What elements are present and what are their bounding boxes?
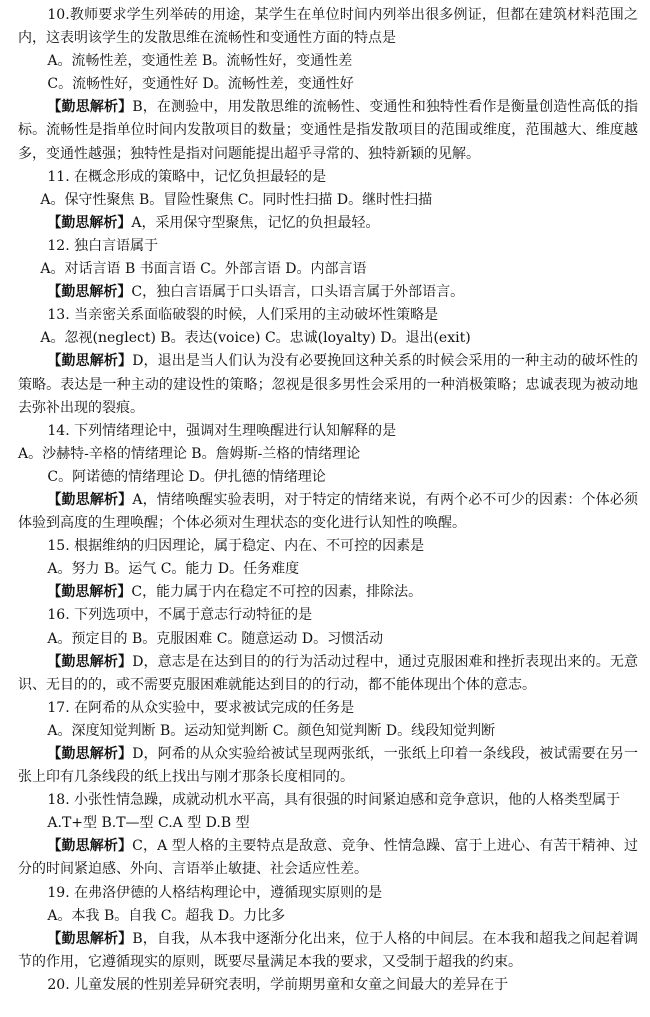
- analysis-text: A，采用保守型聚焦，记忆的负担最轻。: [131, 214, 380, 231]
- question-option-line: A。沙赫特-辛格的情绪理论 B。詹姆斯-兰格的情绪理论: [18, 445, 361, 462]
- question-stem: 12. 独白言语属于: [47, 237, 159, 254]
- analysis-paragraph: [18, 281, 638, 304]
- analysis-paragraph: [18, 96, 638, 165]
- analysis-text: A，情绪唤醒实验表明，对于特定的情绪来说，有两个必不可少的因素：个体必须体验到高度的生理唤醒；个体必须对生理状态的变化进行认知性的唤醒。: [18, 491, 639, 532]
- analysis-text: D，阿希的从众实验给被试呈现两张纸，一张纸上印着一条线段，被试需要在另一张上印有几条线段的纸上找出与刚才那条长度相同的。: [18, 746, 638, 786]
- question-option-line: A。忽视(neglect) B。表达(voice) C。忠诚(loyalty) D。退出(exit): [40, 330, 471, 347]
- analysis-text: C，A 型人格的主要特点是敌意、竞争、性情急躁、富于上进心、有苦干精神、过分的时间紧迫感、外向、言语举止敏捷、社会适应性差。: [18, 838, 638, 878]
- analysis-tag: 【勤思解析】: [47, 491, 133, 508]
- analysis-paragraph: [18, 212, 638, 235]
- analysis-paragraph: [18, 835, 638, 881]
- analysis-text: D，退出是当人们认为没有必要挽回这种关系的时候会采用的一种主动的破坏性的策略。表达是一种主动的建设性的策略；忽视是很多男性会采用的一种消极策略；忠诚表现为被动地去弥补出现的裂痕。: [18, 353, 638, 416]
- analysis-tag: 【勤思解析】: [47, 653, 133, 670]
- question-option-line: A。保守性聚焦 B。冒险性聚焦 C。同时性扫描 D。继时性扫描: [40, 191, 433, 208]
- question-option-line: A。本我 B。自我 C。超我 D。力比多: [47, 907, 286, 924]
- question-option-line: A.T+型 B.T—型 C.A 型 D.B 型: [47, 815, 250, 832]
- question-stem: 15. 根据维纳的归因理论，属于稳定、内在、不可控的因素是: [47, 538, 425, 555]
- analysis-tag: 【勤思解析】: [47, 838, 133, 855]
- question-option-line: A。对话言语 B 书面言语 C。外部言语 D。内部言语: [40, 261, 367, 278]
- analysis-text: B，在测验中，用发散思维的流畅性、变通性和独特性看作是衡量创造性高低的指标。流畅性是指单位时间内发散项目的数量；变通性是指发散项目的范围或维度，范围越大、维度越多，变通性越强；独特性是指对问题能提出超乎寻常的、独特新颖的见解。: [18, 99, 639, 162]
- question-stem: 16. 下列选项中，不属于意志行动特征的是: [47, 607, 313, 624]
- question-stem: 17. 在阿希的从众实验中，要求被试完成的任务是: [47, 699, 355, 716]
- analysis-paragraph: [18, 928, 638, 974]
- analysis-text: D，意志是在达到目的的行为活动过程中，通过克服困难和挫折表现出来的。无意识、无目的的，或不需要克服困难就能达到目的的行动，都不能体现出个体的意志。: [18, 653, 638, 693]
- analysis-tag: 【勤思解析】: [47, 214, 132, 231]
- analysis-tag: 【勤思解析】: [47, 746, 133, 762]
- question-option-line: A。流畅性差，变通性差 B。流畅性好，变通性差: [47, 53, 353, 70]
- analysis-paragraph: [18, 743, 638, 789]
- analysis-paragraph: [18, 489, 638, 535]
- analysis-tag: 【勤思解析】: [47, 930, 133, 947]
- question-option-line: A。深度知觉判断 B。运动知觉判断 C。颜色知觉判断 D。线段知觉判断: [47, 722, 496, 739]
- question-stem: 20. 儿童发展的性别差异研究表明，学前期男童和女童之间最大的差异在于: [47, 976, 509, 993]
- question-option-line: A。预定目的 B。克服困难 C。随意运动 D。习惯活动: [47, 630, 384, 647]
- question-stem: 19. 在弗洛伊德的人格结构理论中，遵循现实原则的是: [47, 884, 383, 901]
- analysis-tag: 【勤思解析】: [47, 99, 133, 116]
- analysis-text: C，独白言语属于口头语言，口头语言属于外部语言。: [131, 284, 465, 301]
- analysis-paragraph: [18, 581, 638, 604]
- question-stem: 13. 当亲密关系面临破裂的时候，人们采用的主动破坏性策略是: [47, 307, 439, 324]
- question-stem: 10.教师要求学生列举砖的用途，某学生在单位时间内列举出很多例证，但都在建筑材料范围之内，这表明该学生的发散思维在流畅性和变通性方面的特点是: [18, 7, 638, 47]
- analysis-tag: 【勤思解析】: [47, 584, 132, 601]
- question-stem: 14. 下列情绪理论中，强调对生理唤醒进行认知解释的是: [47, 422, 397, 439]
- analysis-paragraph: [18, 350, 638, 419]
- analysis-tag: 【勤思解析】: [47, 284, 132, 301]
- question-stem: 11. 在概念形成的策略中，记忆负担最轻的是: [47, 168, 327, 185]
- question-option-line: C。流畅性好，变通性好 D。流畅性差，变通性好: [47, 76, 354, 93]
- analysis-text: C，能力属于内在稳定不可控的因素，排除法。: [131, 584, 423, 601]
- question-stem: 18. 小张性情急躁，成就动机水平高，具有很强的时间紧迫感和竞争意识，他的人格类型属于: [47, 792, 621, 809]
- analysis-text: B，自我，从本我中逐渐分化出来，位于人格的中间层。在本我和超我之间起着调节的作用，它遵循现实的原则，既要尽量满足本我的要求，又受制于超我的约束。: [18, 930, 639, 970]
- question-option-line: C。阿诺德的情绪理论 D。伊扎德的情绪理论: [47, 468, 326, 485]
- question-option-line: A。努力 B。运气 C。能力 D。任务难度: [47, 561, 300, 578]
- analysis-paragraph: [18, 651, 638, 697]
- analysis-tag: 【勤思解析】: [47, 353, 133, 370]
